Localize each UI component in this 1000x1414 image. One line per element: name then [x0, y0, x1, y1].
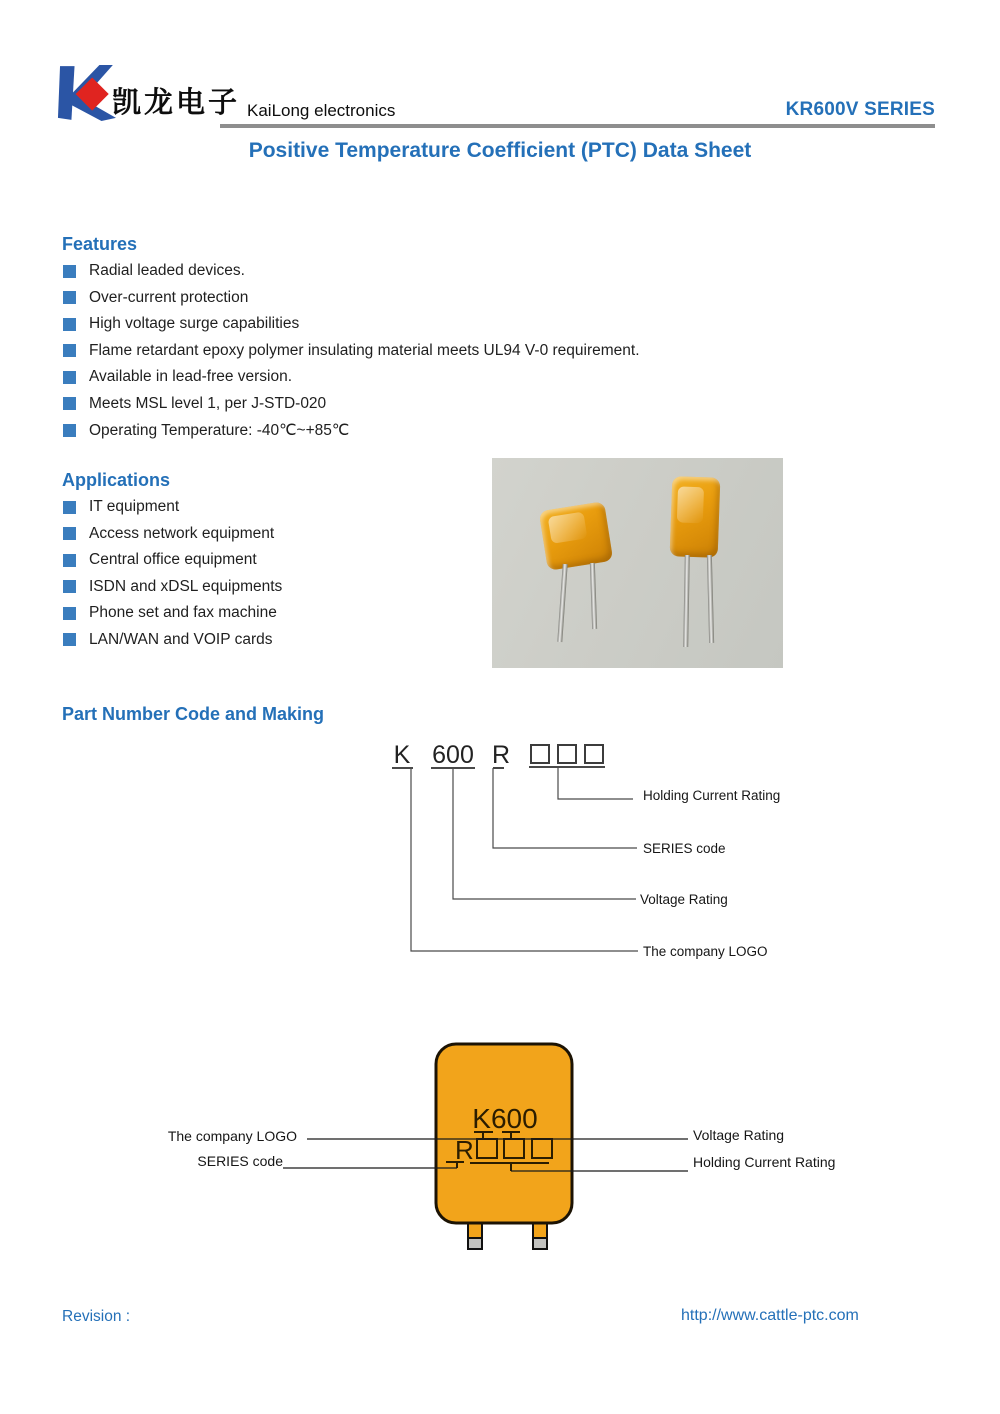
list-item — [63, 364, 640, 391]
list-item — [63, 258, 640, 285]
marking-callout-holding-current: Holding Current Rating — [693, 1154, 836, 1170]
application-text: LAN/WAN and VOIP cards — [89, 630, 273, 648]
device-marking-diagram — [150, 1035, 870, 1265]
list-item — [63, 600, 282, 627]
callout-voltage-rating: Voltage Rating — [640, 892, 728, 907]
holding-current-placeholder-box — [531, 745, 549, 763]
bullet-icon — [63, 527, 76, 540]
part-number-code-diagram — [380, 735, 800, 975]
gloss-highlight — [677, 486, 705, 523]
holding-current-placeholder-box — [585, 745, 603, 763]
code-series-letter: R — [491, 741, 511, 769]
list-item — [63, 627, 282, 654]
bullet-icon — [63, 397, 76, 410]
ptc-device-photo-right — [670, 476, 721, 558]
feature-text: High voltage surge capabilities — [89, 315, 300, 333]
device-lead — [683, 555, 690, 647]
marking-callout-series-code: SERIES code — [197, 1153, 283, 1169]
application-text: IT equipment — [89, 498, 180, 516]
bullet-icon — [63, 607, 76, 620]
revision-label: Revision : — [62, 1308, 131, 1325]
application-text: Access network equipment — [89, 524, 275, 542]
code-voltage-value: 600 — [432, 741, 474, 769]
company-name-english: KaiLong electronics — [247, 101, 396, 120]
marking-line1: K600 — [472, 1103, 538, 1134]
code-underlines — [392, 767, 605, 768]
bullet-icon — [63, 291, 76, 304]
device-lead-drawing — [468, 1223, 547, 1249]
applications-heading: Applications — [62, 470, 171, 490]
application-text: ISDN and xDSL equipments — [89, 577, 283, 595]
header-divider — [220, 124, 935, 128]
page-title: Positive Temperature Coefficient (PTC) Data Sheet — [248, 139, 752, 162]
list-item — [63, 285, 640, 312]
part-number-heading: Part Number Code and Making — [62, 704, 325, 724]
ptc-device-photo-left — [539, 501, 614, 571]
list-item — [63, 311, 640, 338]
callout-holding-current: Holding Current Rating — [643, 788, 781, 803]
feature-text: Over-current protection — [89, 288, 249, 306]
bullet-icon — [63, 580, 76, 593]
feature-text: Meets MSL level 1, per J-STD-020 — [89, 394, 327, 412]
marking-callout-voltage-rating: Voltage Rating — [693, 1127, 785, 1143]
feature-text: Available in lead-free version. — [89, 368, 293, 386]
bullet-icon — [63, 344, 76, 357]
company-logo-icon — [57, 64, 119, 122]
bullet-icon — [63, 501, 76, 514]
marking-series-letter: R — [455, 1135, 474, 1165]
series-badge: KR600V SERIES — [785, 99, 935, 120]
website-link[interactable]: http://www.cattle-ptc.com — [681, 1307, 859, 1324]
features-heading: Features — [62, 234, 138, 254]
code-logo-letter: K — [393, 741, 411, 769]
bullet-icon — [63, 633, 76, 646]
product-photo — [492, 458, 783, 668]
application-text: Central office equipment — [89, 551, 257, 569]
features-list — [63, 258, 640, 444]
application-text: Phone set and fax machine — [89, 604, 277, 622]
list-item — [63, 391, 640, 418]
device-lead — [707, 555, 714, 643]
list-item — [63, 494, 282, 521]
list-item — [63, 574, 282, 601]
device-lead — [557, 564, 567, 642]
company-name-chinese: 凯龙电子 — [112, 87, 241, 119]
callout-series-code: SERIES code — [643, 841, 726, 856]
bullet-icon — [63, 554, 76, 567]
callout-lines — [411, 767, 638, 951]
bullet-icon — [63, 424, 76, 437]
device-lead — [590, 563, 597, 629]
holding-current-placeholder-box — [558, 745, 576, 763]
callout-company-logo: The company LOGO — [643, 944, 768, 959]
list-item — [63, 547, 282, 574]
list-item — [63, 338, 640, 365]
feature-text: Operating Temperature: -40℃~+85℃ — [89, 421, 350, 439]
bullet-icon — [63, 318, 76, 331]
applications-list — [63, 494, 282, 653]
feature-text: Flame retardant epoxy polymer insulating material meets UL94 V-0 requirement. — [89, 341, 640, 359]
gloss-highlight — [548, 512, 588, 544]
marking-callout-company-logo: The company LOGO — [167, 1128, 297, 1144]
bullet-icon — [63, 371, 76, 384]
list-item — [63, 417, 640, 444]
feature-text: Radial leaded devices. — [89, 262, 245, 280]
bullet-icon — [63, 265, 76, 278]
list-item — [63, 521, 282, 548]
